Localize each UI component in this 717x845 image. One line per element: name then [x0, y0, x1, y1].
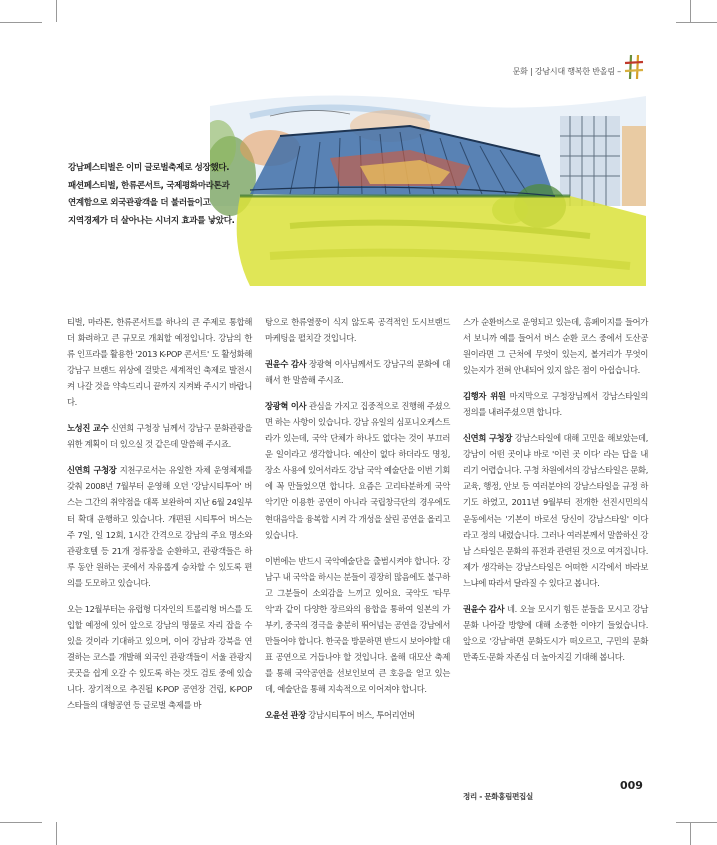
- text-column-2: [265, 314, 450, 733]
- body-text: 오는 12월부터는 유럽형 디자인의 트롤리형 버스를 도입할 예정에 있어 앞으로 강남의 명물로 자리 잡을 수 있을 것이라 기대하고 있으며, 이어 강남과 강북을 연결하는 코스를 개발해 외국인 관광객들이 서울 관광지 곳곳을 쉽게 오갈 수 있도록 하는 것도 검토 중에 있습니다. 장기적으로 추진될 K-POP 공연장 건립, K-POP 스타들의 대형공연 등 글로벌 축제를 바: [67, 603, 252, 711]
- pull-quote-line: 연계함으로 외국관광객을 더 불러들이고: [68, 198, 211, 208]
- crop-mark: [0, 822, 42, 823]
- concert-hall-sketch: [210, 86, 646, 286]
- section-header: 문화 | 강남시대 행복한 반올림 –: [512, 67, 621, 76]
- paragraph: [463, 430, 648, 590]
- body-text: 지천구로서는 유일한 자체 운영체제를 갖춰 2008년 7월부터 운영해 오던 '강남시티투어' 버스는 그간의 취약점을 대폭 보완하여 지난 6월 24일부터 확대 운행하고 있습니다. 개편된 시티투어 버스는 주 7일, 일 12회, 1시간 간격으로 강남의 주요 명소와 관광호텔 등 21개 정류장을 순환하고, 관광객들은 하루 동안 원하는 곳에서 자유롭게 승차할 수 있도록 편의를 도모하고 있습니다.: [67, 465, 252, 588]
- crop-mark: [0, 22, 42, 23]
- speaker-name: 노성진 교수: [67, 423, 109, 434]
- paragraph: [67, 462, 252, 590]
- speaker-name: 오윤선 관장: [265, 710, 306, 721]
- paragraph: [265, 356, 450, 388]
- pull-quote: [68, 160, 258, 230]
- editorial-credit: 정리 - 문화홍림편집실: [463, 792, 533, 801]
- speaker-name: 신연희 구청장: [463, 433, 513, 444]
- speaker-name: 신연희 구청장: [67, 465, 117, 476]
- body-text: 스가 순환버스로 운영되고 있는데, 홈페이지를 들어가서 보니까 예를 들어서 버스 순환 코스 중에서 도산공원이라면 그 근처에 무엇이 있는지, 볼거리가 무엇이 있는지가 전혀 안내되어 있지 않은 점이 아쉽습니다.: [463, 317, 648, 376]
- body-text: 이번에는 반드시 국악예술단을 출범시켜야 합니다. 강남구 내 국악을 하시는 분들이 굉장히 많음에도 불구하고 그분들이 소외감을 느끼고 있어요. 국악도 '타무악'과 같이 다양한 장르와의 융합을 통하여 일본의 가부키, 중국의 경극을 충분히 뛰어넘는 공연을 강남에서 만들어야 합니다. 한국을 방문하면 반드시 보아야할 대표 공연으로 거듭나야 할 것입니다. 올해 대모산 축제를 통해 국악공연을 선보인보여 큰 호응을 얻고 있는데, 예술단을 통해 지속적으로 이어져야 합니다.: [265, 555, 450, 694]
- body-text: 장광혁 이사님께서도 강남구의 문화에 대해서 한 말씀해 주시죠.: [265, 359, 450, 386]
- body-text: 신연희 구청장 님께서 강남구 문화관광을 위한 계획이 더 있으실 것 같은데 말씀해 주시죠.: [67, 423, 252, 450]
- crop-mark: [690, 822, 691, 845]
- pull-quote-line: 패션페스티벌, 한류콘서트, 국제평화마라톤과: [68, 180, 230, 191]
- body-text: 탕으로 한류열풍이 식지 않도록 공격적인 도시브랜드 마케팅을 펼치갈 것입니다.: [265, 317, 450, 344]
- text-column-3: [463, 314, 648, 675]
- crop-mark: [676, 822, 717, 823]
- body-text: 마지막으로 구청장님께서 강남스타일의 정의를 내려주셨으면 합니다.: [463, 391, 648, 418]
- paragraph: [265, 553, 450, 697]
- speaker-name: 장광혁 이사: [265, 401, 307, 412]
- body-text: 네. 오늘 모시기 힘든 분들을 모시고 강남 문화 나아갈 방향에 대해 소중한 이야기 들었습니다. 앞으로 '강남'하면 문화도시가 떠오르고, 구민의 문화 만족도·문화 자존심 더 높아지길 기대해 봅니다.: [463, 603, 648, 662]
- body-text: 티벌, 마라톤, 한류콘서트를 하나의 큰 주제로 통합해 더 화려하고 큰 규모로 개최할 예정입니다. 강남의 한류 인프라를 활용한 '2013 K-POP 콘서트' 도 활성화해 강남구 브랜드 위상에 걸맞은 세계적인 축제로 발전시켜 나갈 것을 약속드리니 끝까지 지켜봐 주시기 바랍니다.: [67, 317, 252, 408]
- paragraph: [463, 314, 648, 378]
- crop-mark: [56, 0, 57, 22]
- paragraph: [463, 601, 648, 665]
- paragraph: [265, 707, 450, 723]
- paragraph: [67, 314, 252, 410]
- body-text: 관심을 가지고 집중적으로 진행해 주셨으면 하는 사항이 있습니다. 강남 유일의 심포니오케스트라가 있는데, 국악 단체가 하나도 없다는 것이 부끄러운 일이라고 생각합니다. 예산이 없다 하더라도 명칭, 장소 사용에 있어서라도 강남 국악 예술단을 이번 기회에 꼭 만들었으면 합니다. 요즘은 고리타분하게 국악 악기만 이용한 공연이 아니라 국립창극단의 경우에도 현대음악을 융복합 시켜 각 개성을 살린 공연을 올리고 있습니다.: [265, 401, 450, 540]
- paragraph: [463, 388, 648, 420]
- crop-mark: [690, 0, 691, 22]
- paragraph: [265, 398, 450, 542]
- speaker-name: 권윤수 감사: [463, 603, 505, 614]
- crop-mark: [56, 822, 57, 845]
- pull-quote-line: 강남페스티벌은 이미 글로벌축제로 성장했다.: [68, 163, 230, 173]
- crop-mark: [676, 22, 717, 23]
- body-text: 강남스타일에 대해 고민을 해보았는데, 강남이 어떤 곳이냐 바로 '이런 곳 이다' 라는 답을 내리기 어렵습니다. 구청 차원에서의 강남스타일은 문화, 교육, 행정, 안보 등 여러분야의 강남스타일을 규정 하기도 하였고, 2011년 9월부터 전개한 선진시민의식 운동에서는 '기본이 바로선 당신이 강남스타일' 이다 라고 정의 내렸습니다. 그러나 여러분께서 말씀하신 강남 스타일은 문화의 퓨전과 관련된 것으로 여겨집니다. 제가 생각하는 강남스타일은 어떠한 시각에서 바라보느냐에 따라서 달라질 수 있다고 봅니다.: [463, 433, 648, 588]
- page-number: 009: [620, 779, 643, 792]
- paragraph: [265, 314, 450, 346]
- body-text: 강남시티투어 버스, 투어리언버: [308, 710, 415, 721]
- speaker-name: 김행자 위원: [463, 391, 506, 402]
- hash-icon: [624, 54, 644, 80]
- text-column-1: [67, 314, 252, 723]
- paragraph: [67, 420, 252, 452]
- speaker-name: 권윤수 감사: [265, 359, 307, 370]
- paragraph: [67, 601, 252, 713]
- pull-quote-line: 지역경제가 더 살아나는 시너지 효과를 낳았다.: [68, 215, 235, 226]
